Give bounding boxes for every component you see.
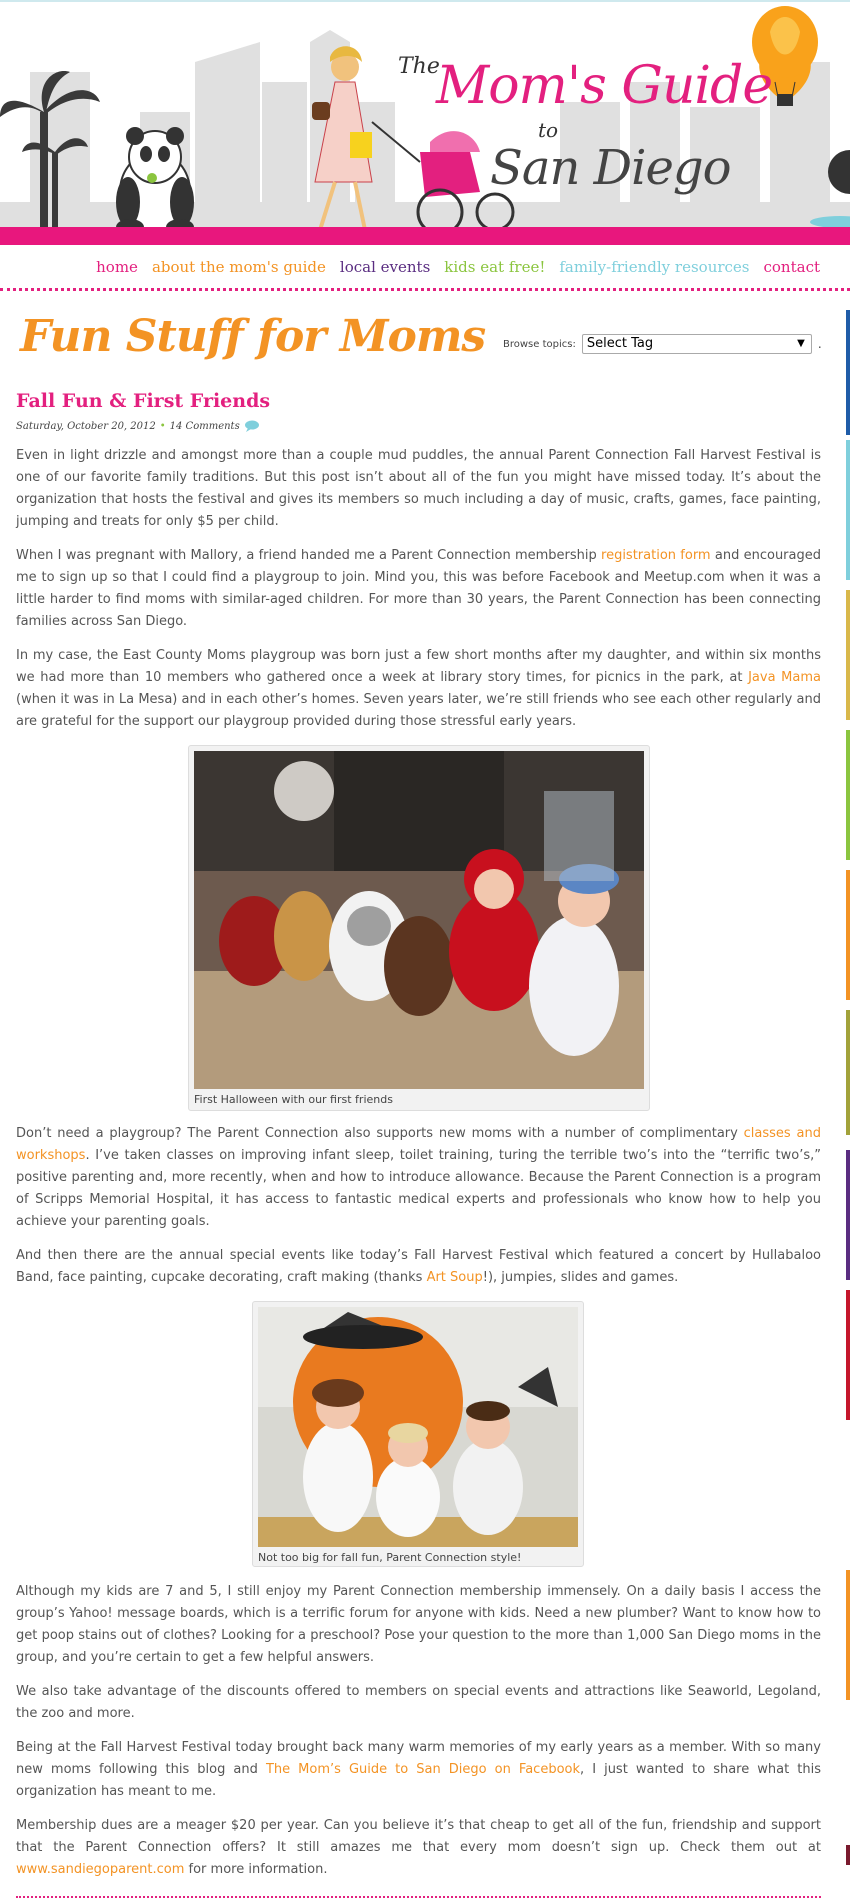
page-title: Fun Stuff for Moms (20, 311, 486, 362)
photo-caption-1: First Halloween with our first friends (194, 1093, 393, 1106)
p5-text-a: And then there are the annual special events like today’s Fall Harvest Festival which featured a concert by Hullabaloo Band, face painting, cupcake decorating, craft making (thanks (16, 1248, 821, 1285)
p8-text-a: Being at the Fall Harvest Festival today brought back many warm memories of my early years as a member. With so many new moms following this blog and (16, 1740, 821, 1777)
photo-figure-1 (188, 745, 650, 1111)
java-mama-link[interactable]: Java Mama (748, 670, 821, 685)
logo-moms-guide[interactable]: Mom's Guide (436, 56, 773, 116)
p2-text-a: When I was pregnant with Mallory, a friend handed me a Parent Connection membership (16, 548, 602, 563)
p2-text-b: and encouraged me to sign up so that I could find a playgroup to join. Mind you, this was before Facebook and Meetup.com when it was a little harder to find moms with similar-aged children. For more than 30 years, the Parent Connection has been connecting families across San Diego. (16, 548, 821, 629)
nav-divider (0, 288, 850, 291)
post-comments-link[interactable]: 14 Comments (169, 420, 240, 432)
sidebar-strip-orange (846, 870, 850, 1000)
p4-text-a: Don’t need a playgroup? The Parent Connection also supports new moms with a number of complimentary (16, 1126, 744, 1141)
sidebar-strip-olive (846, 1010, 850, 1135)
p9-text-a: Membership dues are a meager $20 per year. Can you believe it’s that cheap to get all of the fun, friendship and support that the Parent Connection offers? It still amazes me that every mom doesn’t sign up. Check them out at (16, 1818, 821, 1855)
logo-the: The (398, 54, 440, 79)
post-paragraph-5 (16, 1245, 821, 1289)
post-footer-divider (16, 1896, 821, 1898)
dropdown-arrow-icon: ▼ (797, 338, 805, 349)
art-soup-link[interactable]: Art Soup (426, 1270, 483, 1285)
meta-bullet: • (159, 420, 166, 432)
skyline-illustration (0, 2, 850, 245)
photo-figure-2 (252, 1301, 584, 1567)
post-paragraph-4 (16, 1123, 821, 1233)
sidebar-strip-gold (846, 590, 850, 720)
post-paragraph-7: We also take advantage of the discounts offered to members on special events and attractions like Seaworld, Legoland, the zoo and more. (16, 1684, 821, 1721)
sidebar-strip-green (846, 730, 850, 860)
post-paragraph-3 (16, 645, 821, 733)
nav-contact[interactable]: contact (763, 258, 820, 276)
p3-text-a: In my case, the East County Moms playgroup was born just a few short months after my daughter, and within six months we had more than 10 members who gathered once a week at library story times, for picnics in the park, at (16, 648, 821, 685)
post-title[interactable]: Fall Fun & First Friends (16, 390, 271, 412)
halloween-babies-photo[interactable] (194, 751, 644, 1089)
p9-text-b: for more information. (184, 1862, 328, 1877)
browse-topics (503, 334, 822, 354)
nav-local-events[interactable]: local events (339, 258, 431, 276)
tag-select-value: Select Tag (586, 336, 654, 351)
comment-bubble-icon[interactable] (244, 420, 260, 432)
classes-workshops-link[interactable]: classes and workshops (16, 1126, 821, 1163)
main-nav (96, 258, 820, 276)
post-paragraph-6: Although my kids are 7 and 5, I still enjoy my Parent Connection membership immensely. On a daily basis I access the group’s Yahoo! message boards, which is a terrific forum for anyone with kids. Need a new plumber? Want to know how to get poop stains out of clothes? Looking for a preschool? Pose your question to the more than 1,000 San Diego moms in the group, and you’re certain to get a few helpful answers. (16, 1584, 821, 1665)
browse-topics-label: Browse topics: (503, 338, 576, 350)
p5-text-b: !), jumpies, slides and games. (482, 1270, 679, 1285)
sidebar-strip-maroon (846, 1845, 850, 1865)
p3-text-b: (when it was in La Mesa) and in each other’s homes. Seven years later, we’re still friends who see each other regularly and are grateful for the support our playgroup provided during those stressful early years. (16, 692, 821, 729)
photo-caption-2: Not too big for fall fun, Parent Connection style! (258, 1551, 522, 1564)
sandiegoparent-link[interactable]: www.sandiegoparent.com (16, 1862, 185, 1877)
p4-text-b: . I’ve taken classes on improving infant sleep, toilet training, turing the terrible two’s into the “terrific two’s,” positive parenting and, more recently, when and how to introduce allowance. Because the Parent Connection is a program of Scripps Memorial Hospital, it has access to fantastic medical experts and professionals who know how to help you achieve your parenting goals. (16, 1148, 821, 1229)
post-paragraph-2 (16, 545, 821, 633)
nav-family-resources[interactable]: family-friendly resources (559, 258, 750, 276)
tag-select[interactable] (582, 334, 812, 354)
post-paragraph-1: Even in light drizzle and amongst more than a couple mud puddles, the annual Parent Connection Fall Harvest Festival is one of our favorite family traditions. But this post isn’t about all of the fun you might have missed today. It’s about the organization that hosts the festival and gives its members so much including a day of music, crafts, games, face painting, jumping and treats for only $5 per child. (16, 448, 821, 529)
logo-to: to (538, 118, 559, 142)
p8-text-b: , I just wanted to share what this organization has meant to me. (16, 1762, 821, 1799)
post-date: Saturday, October 20, 2012 (16, 420, 156, 432)
nav-about[interactable]: about the mom's guide (151, 258, 326, 276)
nav-kids-eat-free[interactable]: kids eat free! (444, 258, 546, 276)
nav-home[interactable]: home (96, 258, 138, 276)
logo-san-diego[interactable]: San Diego (490, 140, 731, 196)
browse-dot: . (817, 337, 822, 351)
header-pink-band (0, 227, 850, 245)
site-header (0, 2, 850, 245)
sidebar-strip-purple (846, 1150, 850, 1280)
post-meta (16, 420, 260, 432)
fall-fun-kids-photo[interactable] (258, 1307, 578, 1547)
post-paragraph-8 (16, 1737, 821, 1803)
facebook-page-link[interactable]: The Mom’s Guide to San Diego on Facebook (265, 1762, 581, 1777)
sidebar-strip-orange-2 (846, 1570, 850, 1700)
post-paragraph-9 (16, 1815, 821, 1881)
registration-form-link[interactable]: registration form (601, 548, 711, 563)
sidebar-strip-blue (846, 310, 850, 435)
sidebar-strip-pink (846, 1290, 850, 1420)
sidebar-strip-teal (846, 440, 850, 580)
